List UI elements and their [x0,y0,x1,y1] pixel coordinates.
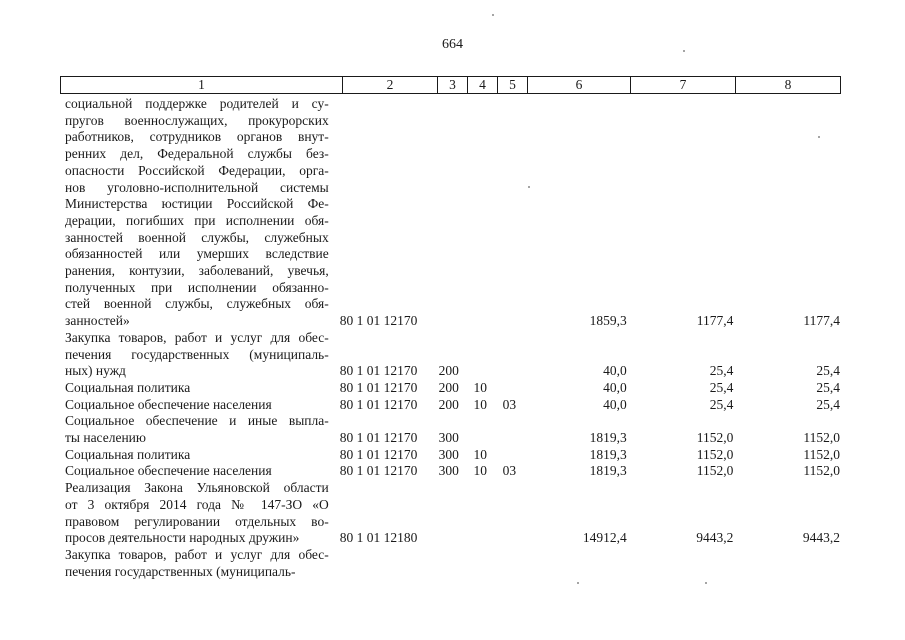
row-description [60,330,329,380]
row-description [60,413,329,446]
row-value-7: 25,4 [709,379,734,395]
row-code: 80 1 01 12180 [339,530,418,546]
column-header-row [61,77,841,94]
scan-speck [577,582,579,584]
row-code: 80 1 01 12170 [339,446,418,462]
row-description [60,463,329,480]
table-row [60,547,840,580]
column-header-5: 5 [498,77,528,94]
table-row [60,380,840,397]
description-line: пругов военнослужащих, прокурорских [65,112,329,128]
description-line: опасности Российской Федерации, орга- [65,162,329,178]
row-code: 80 1 01 12170 [339,363,418,379]
scan-speck [528,186,530,188]
description-line: Министерства юстиции Российской Фе- [65,196,329,212]
row-value-8: 1152,0 [803,446,841,462]
page-number: 664 [442,37,463,52]
budget-table-body [60,96,840,580]
row-col-3: 300 [438,463,459,479]
description-line: социальной поддержке родителей и су- [65,96,329,111]
description-line: полученных при исполнении обязанно- [65,279,329,295]
column-header-3: 3 [438,77,468,94]
row-value-7: 1177,4 [696,313,734,329]
row-value-6: 1859,3 [589,313,627,329]
table-row [60,447,840,464]
row-col-5: 03 [502,396,517,412]
row-value-8: 1152,0 [803,430,841,446]
table-row [60,96,840,330]
column-header-1: 1 [61,77,343,94]
description-line: Социальная политика [65,446,191,462]
description-line: Социальная политика [65,379,191,395]
description-line: Закупка товаров, работ и услуг для обес- [65,546,329,562]
row-value-7: 25,4 [709,363,734,379]
description-line: ных) нужд [65,363,126,379]
column-header-2: 2 [343,77,438,94]
description-line: занностей военной службы, служебных [65,229,329,245]
row-col-3: 300 [438,430,459,446]
row-value-6: 40,0 [603,379,627,395]
row-col-4: 10 [473,396,488,412]
row-value-7: 1152,0 [696,446,734,462]
row-value-6: 1819,3 [589,446,627,462]
row-value-6: 14912,4 [582,530,627,546]
row-col-5: 03 [502,463,517,479]
row-value-7: 9443,2 [696,530,734,546]
description-line: правовом регулировании отдельных во- [65,513,329,529]
table-row [60,413,840,446]
description-line: ренних дел, Федеральной службы без- [65,146,329,162]
row-value-8: 25,4 [816,363,841,379]
row-value-7: 1152,0 [696,463,734,479]
row-value-6: 1819,3 [589,430,627,446]
description-line: стей военной службы, служебных обя- [65,296,329,312]
description-line: печения государственных (муниципаль- [65,346,329,362]
row-value-7: 25,4 [709,396,734,412]
scan-speck [683,50,685,52]
column-header-table [60,76,841,94]
row-description [60,480,329,547]
row-description [60,447,329,464]
table-row [60,463,840,480]
row-value-8: 25,4 [816,396,841,412]
row-col-4: 10 [473,446,488,462]
description-line: Закупка товаров, работ и услуг для обес- [65,329,329,345]
description-line: ранения, контузии, заболеваний, увечья, [65,263,329,279]
scan-speck [818,136,820,138]
row-value-6: 40,0 [603,396,627,412]
row-description [60,380,329,397]
row-code: 80 1 01 12170 [339,379,418,395]
row-col-3: 200 [438,363,459,379]
table-row [60,480,840,547]
row-col-4: 10 [473,379,488,395]
row-col-3: 300 [438,446,459,462]
row-code: 80 1 01 12170 [339,430,418,446]
scan-speck [705,582,707,584]
description-line: ты населению [65,430,146,446]
row-code: 80 1 01 12170 [339,463,418,479]
row-value-8: 25,4 [816,379,841,395]
description-line: просов деятельности народных дружин» [65,530,300,546]
row-value-8: 1177,4 [803,313,841,329]
row-col-4: 10 [473,463,488,479]
column-header-8: 8 [736,77,841,94]
row-description [60,96,329,330]
row-code: 80 1 01 12170 [339,396,418,412]
description-line: Социальное обеспечение населения [65,396,272,412]
row-value-6: 40,0 [603,363,627,379]
description-line: Реализация Закона Ульяновской области [65,480,329,496]
description-line: дерации, погибших при исполнении обя- [65,212,329,228]
description-line: занностей» [65,313,130,329]
table-row [60,330,840,380]
description-line: Социальное обеспечение населения [65,463,272,479]
column-header-6: 6 [528,77,631,94]
table-row [60,397,840,414]
description-line: от 3 октября 2014 года № 147-ЗО «О [65,496,329,512]
row-col-3: 200 [438,396,459,412]
row-value-6: 1819,3 [589,463,627,479]
description-line: обязанностей или умерших вследствие [65,246,329,262]
row-code: 80 1 01 12170 [339,313,418,329]
description-line: нов уголовно-исполнительной системы [65,179,329,195]
description-line: работников, сотрудников органов внут- [65,129,329,145]
scan-speck [492,14,494,16]
column-header-7: 7 [631,77,736,94]
row-col-3: 200 [438,379,459,395]
row-description [60,397,329,414]
row-value-7: 1152,0 [696,430,734,446]
row-value-8: 9443,2 [802,530,841,546]
row-value-8: 1152,0 [803,463,841,479]
row-description [60,547,329,580]
description-line: печения государственных (муниципаль- [65,563,296,579]
description-line: Социальное обеспечение и иные выпла- [65,413,329,429]
column-header-4: 4 [468,77,498,94]
